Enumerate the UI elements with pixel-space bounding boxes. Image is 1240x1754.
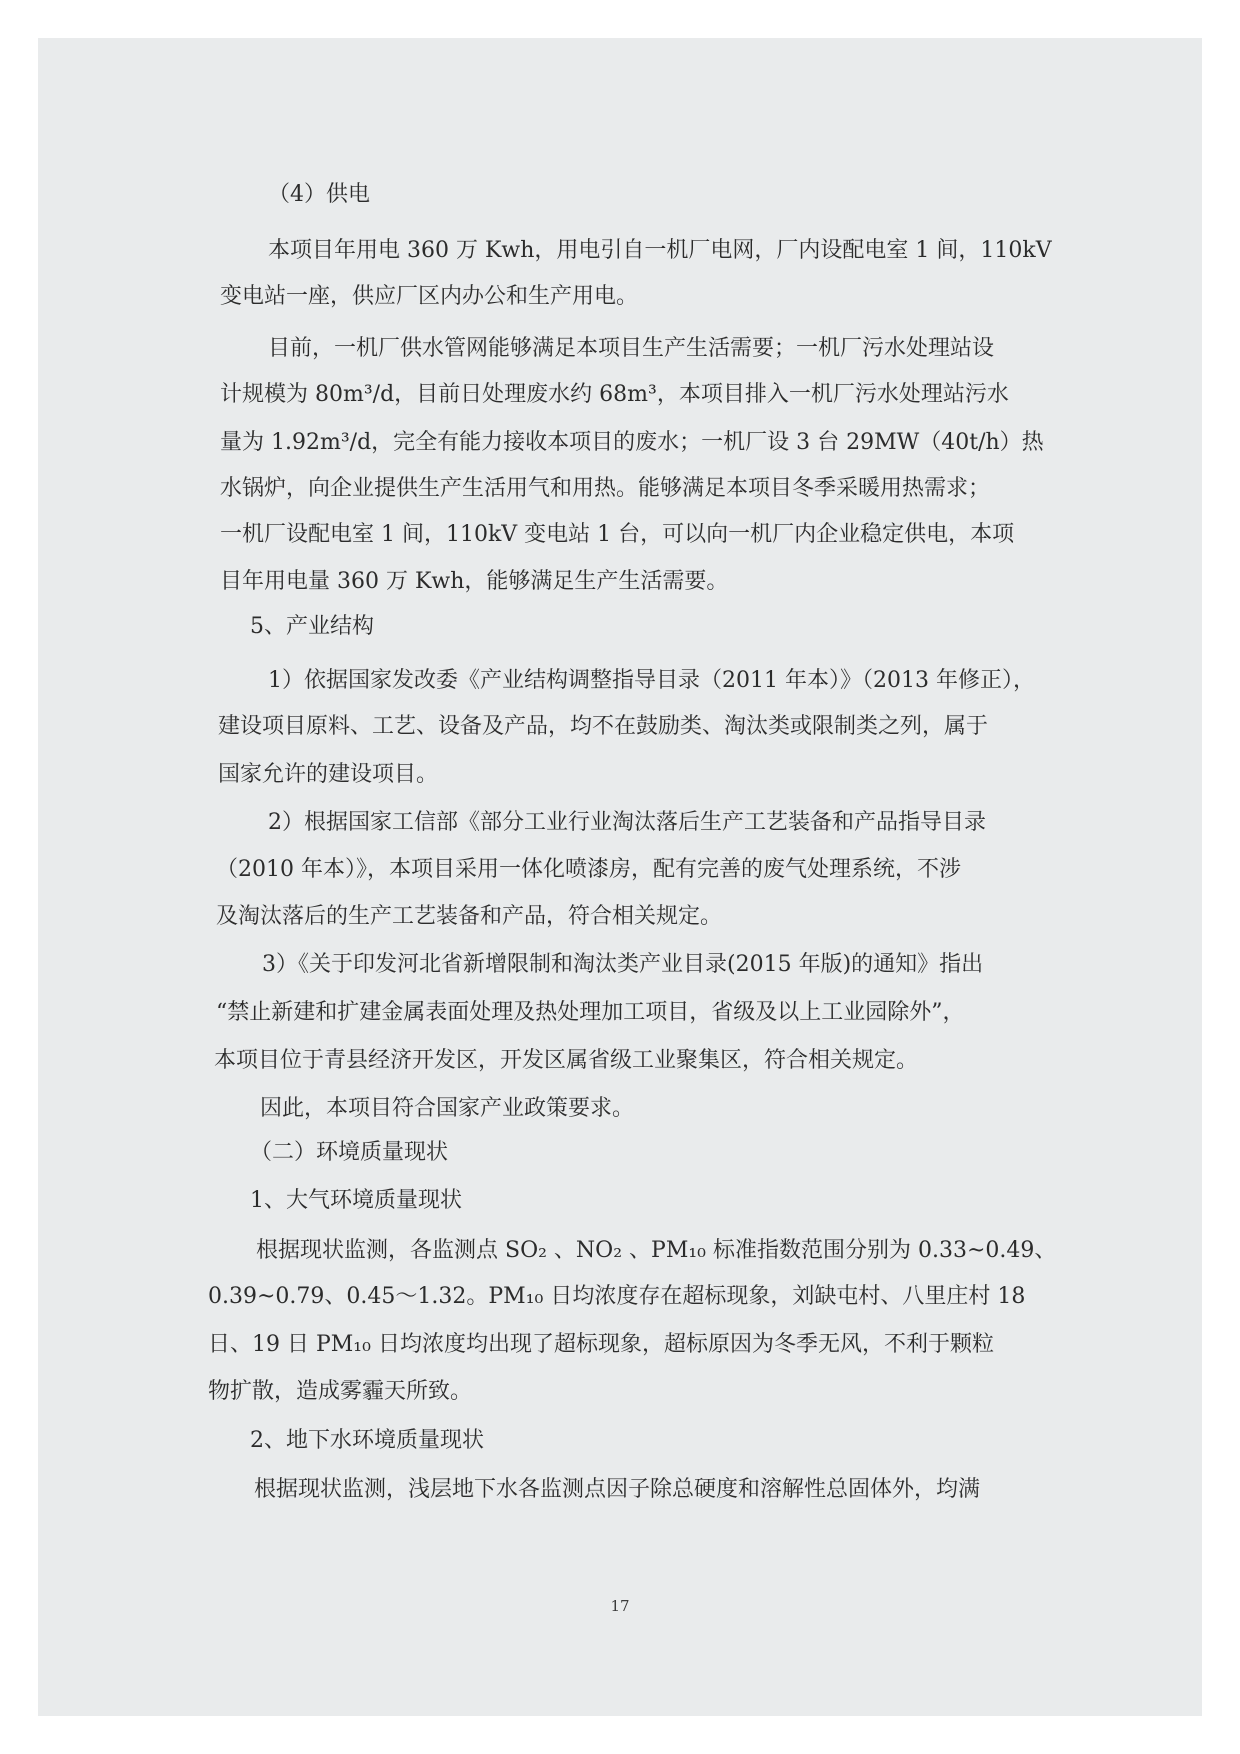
heading-air-quality: 1、大气环境质量现状 xyxy=(250,1188,462,1213)
air-paragraph-line-3: 日、19 日 PM₁₀ 日均浓度均出现了超标现象，超标原因为冬季无风，不利于颗粒 xyxy=(208,1332,994,1357)
paragraph-power-line-2: 变电站一座，供应厂区内办公和生产用电。 xyxy=(220,284,639,309)
paragraph-utilities-line-1: 目前，一机厂供水管网能够满足本项目生产生活需要；一机厂污水处理站设 xyxy=(268,336,995,361)
heading-environment-quality: （二）环境质量现状 xyxy=(250,1140,449,1165)
paragraph-utilities-line-2: 计规模为 80m³/d，目前日处理废水约 68m³，本项目排入一机厂污水处理站污水 xyxy=(220,382,1009,407)
heading-power-supply: （4）供电 xyxy=(268,182,370,207)
air-paragraph-line-4: 物扩散，造成雾霾天所致。 xyxy=(208,1379,473,1404)
item-2-line-2: （2010 年本）》，本项目采用一体化喷漆房，配有完善的废气处理系统，不涉 xyxy=(216,857,961,882)
paragraph-utilities-line-3: 量为 1.92m³/d，完全有能力接收本项目的废水；一机厂设 3 台 29MW（40t/h）热 xyxy=(220,430,1044,455)
paragraph-utilities-line-5: 一机厂设配电室 1 间，110kV 变电站 1 台，可以向一机厂内企业稳定供电，本项 xyxy=(220,522,1015,547)
air-paragraph-line-1: 根据现状监测，各监测点 SO₂ 、NO₂ 、PM₁₀ 标准指数范围分别为 0.33~0.49、 xyxy=(256,1238,1057,1263)
item-1-line-2: 建设项目原料、工艺、设备及产品，均不在鼓励类、淘汰类或限制类之列，属于 xyxy=(218,714,989,739)
air-paragraph-line-2: 0.39~0.79、0.45～1.32。PM₁₀ 日均浓度存在超标现象，刘缺屯村、八里庄村 18 xyxy=(208,1284,1026,1309)
heading-industrial-structure: 5、产业结构 xyxy=(250,614,374,639)
paragraph-utilities-line-4: 水锅炉，向企业提供生产生活用气和用热。能够满足本项目冬季采暖用热需求； xyxy=(220,476,991,501)
item-2-line-3: 及淘汰落后的生产工艺装备和产品，符合相关规定。 xyxy=(216,904,723,929)
item-3-line-3: 本项目位于青县经济开发区，开发区属省级工业聚集区，符合相关规定。 xyxy=(214,1048,919,1073)
item-3-line-2: “禁止新建和扩建金属表面处理及热处理加工项目，省级及以上工业园除外”， xyxy=(216,1000,965,1025)
item-1-line-1: 1）依据国家发改委《产业结构调整指导目录（2011 年本）》（2013 年修正）， xyxy=(268,668,1035,693)
heading-groundwater-quality: 2、地下水环境质量现状 xyxy=(250,1428,484,1453)
page-number: 17 xyxy=(610,1597,630,1615)
item-3-line-1: 3）《关于印发河北省新增限制和淘汰类产业目录(2015 年版)的通知》指出 xyxy=(262,952,984,977)
industry-conclusion: 因此，本项目符合国家产业政策要求。 xyxy=(260,1096,635,1121)
item-1-line-3: 国家允许的建设项目。 xyxy=(218,762,439,787)
groundwater-paragraph-line-1: 根据现状监测，浅层地下水各监测点因子除总硬度和溶解性总固体外，均满 xyxy=(254,1477,981,1502)
item-2-line-1: 2）根据国家工信部《部分工业行业淘汰落后生产工艺装备和产品指导目录 xyxy=(268,810,986,835)
paragraph-power-line-1: 本项目年用电 360 万 Kwh，用电引自一机厂电网，厂内设配电室 1 间，110kV xyxy=(268,238,1052,263)
paragraph-utilities-line-6: 目年用电量 360 万 Kwh，能够满足生产生活需要。 xyxy=(220,569,729,594)
